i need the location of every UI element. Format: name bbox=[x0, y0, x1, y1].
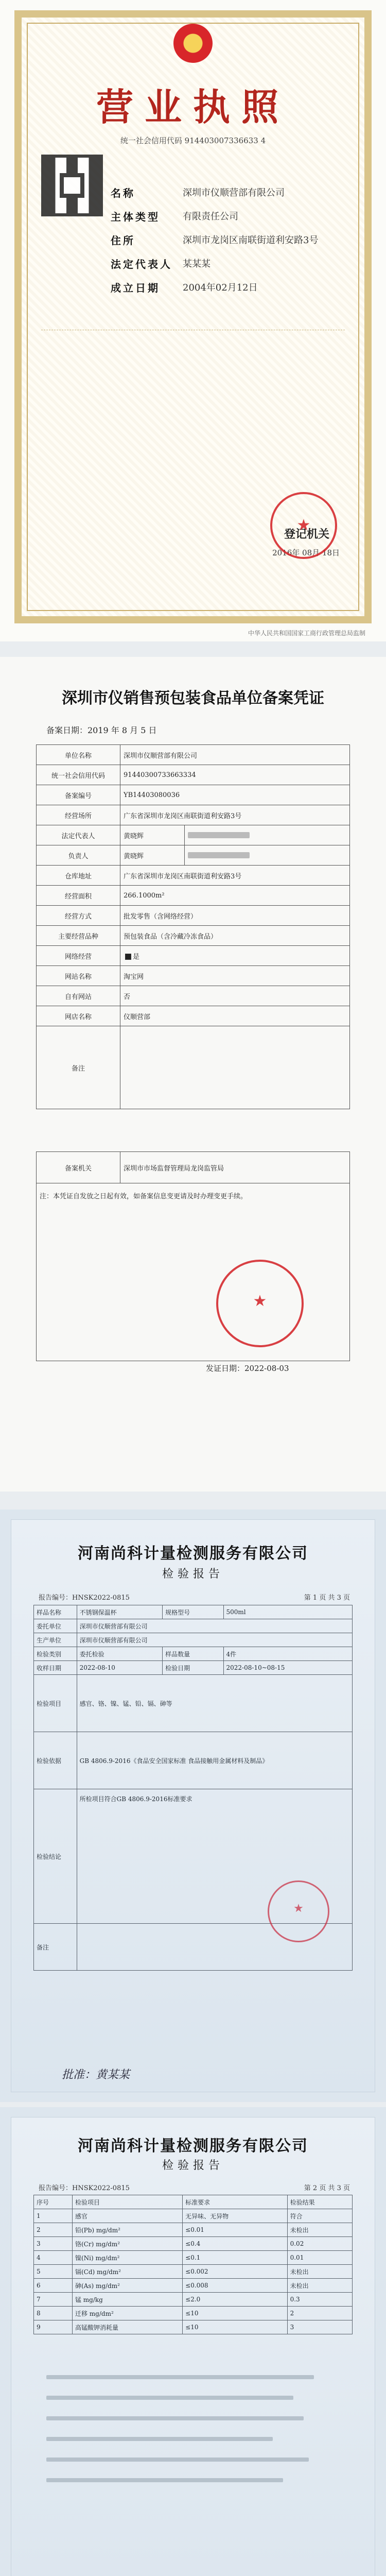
table-row: 统一社会信用代码 91440300733663334 bbox=[37, 765, 350, 785]
license-field: 法定代表人 某某某 bbox=[111, 258, 210, 270]
table-row: 网店名称 仪顺营部 bbox=[37, 1006, 350, 1026]
table-row: 2 铅(Pb) mg/dm² ≤0.01 未检出 bbox=[34, 2223, 353, 2237]
table-row: 1 感官 无异味、无异物 符合 bbox=[34, 2209, 353, 2223]
report-title: 河南尚科计量检测服务有限公司 bbox=[78, 2137, 308, 2155]
license-field: 主体类型 有限责任公司 bbox=[111, 210, 238, 223]
license-footer: 中华人民共和国国家工商行政管理总局监制 bbox=[248, 630, 365, 637]
registration-authority: 登记机关 bbox=[284, 528, 329, 541]
table-row: 3 铬(Cr) mg/dm² ≤0.4 0.02 bbox=[34, 2237, 353, 2251]
table-row: 备案机关 深圳市市场监督管理局龙岗监管局 bbox=[37, 1152, 350, 1183]
table-row: 经营面积 266.1000m² bbox=[37, 886, 350, 906]
table-row: 仓库地址 广东省深圳市龙岗区南联街道利安路3号 bbox=[37, 866, 350, 886]
table-row: 单位名称 深圳市仪顺营部有限公司 bbox=[37, 745, 350, 765]
table-row: 收样日期 2022-08-10 检验日期 2022-08-10~08-15 bbox=[34, 1661, 353, 1675]
table-row: 主要经营品种 预包装食品（含冷藏冷冻食品） bbox=[37, 926, 350, 946]
national-emblem-icon bbox=[173, 24, 213, 63]
table-row: 检验项目 感官、铬、镍、锰、铅、镉、砷等 bbox=[34, 1675, 353, 1732]
food-record-certificate bbox=[0, 657, 386, 1492]
certificate-seal-icon bbox=[216, 1260, 304, 1347]
table-row: 检验依据 GB 4806.9-2016《食品安全国家标准 食品接触用金属材料及制品》 bbox=[34, 1732, 353, 1789]
table-row: 4 镍(Ni) mg/dm² ≤0.1 0.01 bbox=[34, 2251, 353, 2265]
license-body-area bbox=[41, 330, 345, 500]
table-row: 检验类别 委托检验 样品数量 4件 bbox=[34, 1647, 353, 1661]
approver-signature: 批准：黄某某 bbox=[62, 2069, 130, 2081]
certificate-title: 深圳市仪销售预包装食品单位备案凭证 bbox=[62, 689, 324, 707]
license-field: 住所 深圳市龙岗区南联街道利安路3号 bbox=[111, 234, 319, 247]
table-row: 5 镉(Cd) mg/dm² ≤0.002 未检出 bbox=[34, 2265, 353, 2279]
redacted-id bbox=[188, 852, 250, 858]
table-row: 经营场所 广东省深圳市龙岗区南联街道利安路3号 bbox=[37, 805, 350, 825]
report-seal-icon bbox=[268, 1880, 329, 1942]
certificate-table bbox=[36, 744, 350, 1109]
table-row: 样品名称 不锈钢保温杯 规格型号 500ml bbox=[34, 1605, 353, 1619]
table-row: 网络经营 是 bbox=[37, 946, 350, 966]
table-row: 自有网站 否 bbox=[37, 986, 350, 1006]
official-seal-icon bbox=[270, 492, 337, 559]
license-fields bbox=[111, 180, 353, 299]
table-row: 备案编号 YB14403080036 bbox=[37, 785, 350, 805]
credit-code: 统一社会信用代码 914403007336633 4 bbox=[120, 136, 266, 145]
table-row: 法定代表人 黄晓辉 bbox=[37, 825, 350, 845]
report-title: 河南尚科计量检测服务有限公司 bbox=[78, 1545, 308, 1563]
report-subtitle: 检验报告 bbox=[162, 1568, 224, 1581]
report-page-number: 第 2 页 共 3 页 bbox=[304, 2184, 350, 2192]
table-row: 经营方式 批发零售（含网络经营） bbox=[37, 906, 350, 926]
table-row: 6 砷(As) mg/dm² ≤0.008 未检出 bbox=[34, 2279, 353, 2293]
table-row: 7 锰 mg/kg ≤2.0 0.3 bbox=[34, 2293, 353, 2307]
test-report-page-2 bbox=[0, 2107, 386, 2576]
table-row: 委托单位 深圳市仪顺营部有限公司 bbox=[34, 1619, 353, 1633]
table-row: 序号 检验项目 标准要求 检验结果 bbox=[34, 2195, 353, 2209]
report-subtitle: 检验报告 bbox=[162, 2159, 224, 2172]
table-row: 注：本凭证自发放之日起有效，如备案信息变更请及时办理变更手续。 bbox=[37, 1183, 350, 1361]
license-field: 名称 深圳市仪顺营部有限公司 bbox=[111, 187, 285, 199]
table-row: 网站名称 淘宝网 bbox=[37, 966, 350, 986]
report-results-table bbox=[33, 2195, 353, 2334]
certificate-issue-date: 发证日期：2022-08-03 bbox=[206, 1364, 289, 1373]
report-number: 报告编号：HNSK2022-0815 bbox=[39, 2184, 130, 2192]
business-license bbox=[0, 0, 386, 641]
table-row: 检验结论 所检项目符合GB 4806.9-2016标准要求 bbox=[34, 1789, 353, 1924]
table-row: 生产单位 深圳市仪顺营部有限公司 bbox=[34, 1633, 353, 1647]
report-number: 报告编号：HNSK2022-0815 bbox=[39, 1594, 130, 1602]
report-page-number: 第 1 页 共 3 页 bbox=[304, 1594, 350, 1602]
table-row: 备注 bbox=[37, 1026, 350, 1109]
certificate-date: 备案日期：2019 年 8 月 5 日 bbox=[46, 725, 157, 735]
table-row: 9 高锰酸钾消耗量 ≤10 3 bbox=[34, 2320, 353, 2334]
license-field: 成立日期 2004年02月12日 bbox=[111, 281, 258, 294]
qr-code-icon bbox=[41, 155, 103, 216]
table-row: 备注 bbox=[34, 1924, 353, 1971]
table-row: 负责人 黄晓辉 bbox=[37, 845, 350, 866]
license-title: 营业执照 bbox=[96, 85, 290, 129]
redacted-phone bbox=[188, 832, 250, 838]
license-issue-date: 2016年 08月 18日 bbox=[272, 548, 340, 557]
authority-table bbox=[36, 1151, 350, 1361]
test-report-page-1 bbox=[0, 1510, 386, 2102]
table-row: 8 迁移 mg/dm² ≤10 2 bbox=[34, 2307, 353, 2320]
